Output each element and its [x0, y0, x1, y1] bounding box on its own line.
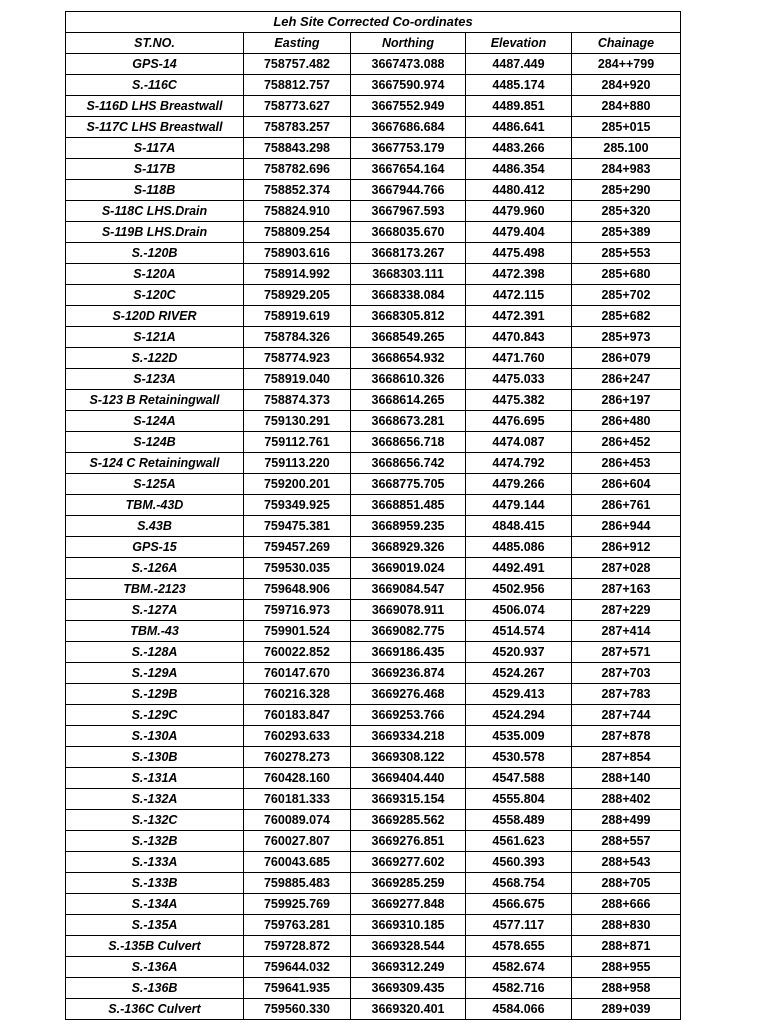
title-row	[66, 12, 681, 33]
chainage-cell: 288+955	[572, 957, 681, 978]
northing-cell: 3669276.468	[351, 684, 466, 705]
elevation-cell: 4479.960	[466, 201, 572, 222]
easting-cell: 759530.035	[244, 558, 351, 579]
easting-cell: 760278.273	[244, 747, 351, 768]
table-row	[66, 96, 681, 117]
elevation-cell: 4584.066	[466, 999, 572, 1020]
table-row	[66, 306, 681, 327]
elevation-cell: 4492.491	[466, 558, 572, 579]
northing-cell: 3669277.602	[351, 852, 466, 873]
northing-cell: 3668305.812	[351, 306, 466, 327]
table-row	[66, 936, 681, 957]
northing-cell: 3669236.874	[351, 663, 466, 684]
station-cell: S.-136C Culvert	[66, 999, 244, 1020]
table-body	[66, 54, 681, 1020]
elevation-cell: 4486.354	[466, 159, 572, 180]
northing-cell: 3669078.911	[351, 600, 466, 621]
station-cell: S-120A	[66, 264, 244, 285]
chainage-cell: 286+912	[572, 537, 681, 558]
station-cell: S.-129B	[66, 684, 244, 705]
table-row	[66, 327, 681, 348]
easting-cell: 759641.935	[244, 978, 351, 999]
station-cell: S-116D LHS Breastwall	[66, 96, 244, 117]
table-row	[66, 768, 681, 789]
elevation-cell: 4520.937	[466, 642, 572, 663]
easting-cell: 760181.333	[244, 789, 351, 810]
station-cell: S-120D RIVER	[66, 306, 244, 327]
chainage-cell: 287+703	[572, 663, 681, 684]
table-row	[66, 495, 681, 516]
station-cell: GPS-14	[66, 54, 244, 75]
chainage-cell: 285.100	[572, 138, 681, 159]
elevation-cell: 4472.391	[466, 306, 572, 327]
table-row	[66, 831, 681, 852]
easting-cell: 760043.685	[244, 852, 351, 873]
northing-cell: 3669019.024	[351, 558, 466, 579]
northing-cell: 3668338.084	[351, 285, 466, 306]
elevation-cell: 4485.086	[466, 537, 572, 558]
elevation-cell: 4547.588	[466, 768, 572, 789]
elevation-cell: 4472.398	[466, 264, 572, 285]
table-row	[66, 621, 681, 642]
northing-cell: 3669186.435	[351, 642, 466, 663]
table-row	[66, 684, 681, 705]
northing-cell: 3669315.154	[351, 789, 466, 810]
station-cell: S-123A	[66, 369, 244, 390]
chainage-cell: 284+880	[572, 96, 681, 117]
chainage-cell: 287+783	[572, 684, 681, 705]
table-row	[66, 852, 681, 873]
station-cell: S.-120B	[66, 243, 244, 264]
northing-cell: 3669308.122	[351, 747, 466, 768]
station-cell: S.43B	[66, 516, 244, 537]
table-row	[66, 117, 681, 138]
chainage-cell: 285+389	[572, 222, 681, 243]
northing-cell: 3668035.670	[351, 222, 466, 243]
easting-cell: 760183.847	[244, 705, 351, 726]
table-row	[66, 432, 681, 453]
easting-cell: 760216.328	[244, 684, 351, 705]
table-row	[66, 75, 681, 96]
table-row	[66, 537, 681, 558]
easting-cell: 759644.032	[244, 957, 351, 978]
table-row	[66, 516, 681, 537]
chainage-cell: 285+320	[572, 201, 681, 222]
chainage-cell: 288+543	[572, 852, 681, 873]
table-row	[66, 411, 681, 432]
elevation-cell: 4471.760	[466, 348, 572, 369]
table-row	[66, 222, 681, 243]
northing-cell: 3669276.851	[351, 831, 466, 852]
table-row	[66, 369, 681, 390]
northing-cell: 3668929.326	[351, 537, 466, 558]
easting-cell: 758919.619	[244, 306, 351, 327]
elevation-cell: 4560.393	[466, 852, 572, 873]
easting-cell: 759728.872	[244, 936, 351, 957]
chainage-cell: 284++799	[572, 54, 681, 75]
northing-cell: 3669404.440	[351, 768, 466, 789]
column-header-northing: Northing	[351, 33, 466, 54]
easting-cell: 759901.524	[244, 621, 351, 642]
station-cell: S.-132A	[66, 789, 244, 810]
station-cell: S.-116C	[66, 75, 244, 96]
column-header-easting: Easting	[244, 33, 351, 54]
elevation-cell: 4514.574	[466, 621, 572, 642]
station-cell: S-124A	[66, 411, 244, 432]
coordinates-table	[65, 11, 681, 1020]
table-row	[66, 894, 681, 915]
elevation-cell: 4577.117	[466, 915, 572, 936]
table-row	[66, 558, 681, 579]
station-cell: S.-136B	[66, 978, 244, 999]
table-row	[66, 264, 681, 285]
easting-cell: 760022.852	[244, 642, 351, 663]
elevation-cell: 4479.404	[466, 222, 572, 243]
elevation-cell: 4506.074	[466, 600, 572, 621]
table-row	[66, 642, 681, 663]
header-row	[66, 33, 681, 54]
elevation-cell: 4578.655	[466, 936, 572, 957]
table-title: Leh Site Corrected Co-ordinates	[66, 12, 681, 33]
station-cell: S.-126A	[66, 558, 244, 579]
chainage-cell: 288+830	[572, 915, 681, 936]
elevation-cell: 4529.413	[466, 684, 572, 705]
table-row	[66, 978, 681, 999]
station-cell: TBM.-43D	[66, 495, 244, 516]
easting-cell: 758874.373	[244, 390, 351, 411]
station-cell: GPS-15	[66, 537, 244, 558]
elevation-cell: 4474.792	[466, 453, 572, 474]
easting-cell: 759457.269	[244, 537, 351, 558]
elevation-cell: 4472.115	[466, 285, 572, 306]
station-cell: S.-133A	[66, 852, 244, 873]
table-row	[66, 789, 681, 810]
chainage-cell: 285+702	[572, 285, 681, 306]
station-cell: S.-122D	[66, 348, 244, 369]
easting-cell: 759885.483	[244, 873, 351, 894]
chainage-cell: 287+163	[572, 579, 681, 600]
easting-cell: 760027.807	[244, 831, 351, 852]
northing-cell: 3669328.544	[351, 936, 466, 957]
station-cell: S-117A	[66, 138, 244, 159]
elevation-cell: 4487.449	[466, 54, 572, 75]
chainage-cell: 286+197	[572, 390, 681, 411]
chainage-cell: 285+680	[572, 264, 681, 285]
northing-cell: 3669310.185	[351, 915, 466, 936]
chainage-cell: 286+944	[572, 516, 681, 537]
elevation-cell: 4555.804	[466, 789, 572, 810]
elevation-cell: 4474.087	[466, 432, 572, 453]
station-cell: S.-128A	[66, 642, 244, 663]
table-row	[66, 600, 681, 621]
elevation-cell: 4582.716	[466, 978, 572, 999]
northing-cell: 3668851.485	[351, 495, 466, 516]
northing-cell: 3668614.265	[351, 390, 466, 411]
elevation-cell: 4524.267	[466, 663, 572, 684]
elevation-cell: 4479.144	[466, 495, 572, 516]
elevation-cell: 4475.033	[466, 369, 572, 390]
table-row	[66, 138, 681, 159]
easting-cell: 759763.281	[244, 915, 351, 936]
chainage-cell: 289+039	[572, 999, 681, 1020]
station-cell: S-120C	[66, 285, 244, 306]
column-header-st-no: ST.NO.	[66, 33, 244, 54]
column-header-chainage: Chainage	[572, 33, 681, 54]
easting-cell: 758929.205	[244, 285, 351, 306]
station-cell: S.-129A	[66, 663, 244, 684]
northing-cell: 3669253.766	[351, 705, 466, 726]
northing-cell: 3667753.179	[351, 138, 466, 159]
chainage-cell: 285+290	[572, 180, 681, 201]
chainage-cell: 285+553	[572, 243, 681, 264]
easting-cell: 760089.074	[244, 810, 351, 831]
table-row	[66, 873, 681, 894]
easting-cell: 760428.160	[244, 768, 351, 789]
easting-cell: 758824.910	[244, 201, 351, 222]
station-cell: S-117C LHS Breastwall	[66, 117, 244, 138]
table-row	[66, 390, 681, 411]
northing-cell: 3669084.547	[351, 579, 466, 600]
northing-cell: 3669312.249	[351, 957, 466, 978]
easting-cell: 758919.040	[244, 369, 351, 390]
elevation-cell: 4470.843	[466, 327, 572, 348]
easting-cell: 758914.992	[244, 264, 351, 285]
station-cell: S.-132C	[66, 810, 244, 831]
easting-cell: 759113.220	[244, 453, 351, 474]
chainage-cell: 288+705	[572, 873, 681, 894]
station-cell: S.-134A	[66, 894, 244, 915]
table-row	[66, 810, 681, 831]
easting-cell: 759925.769	[244, 894, 351, 915]
northing-cell: 3668673.281	[351, 411, 466, 432]
northing-cell: 3668549.265	[351, 327, 466, 348]
chainage-cell: 288+140	[572, 768, 681, 789]
table-row	[66, 579, 681, 600]
elevation-cell: 4558.489	[466, 810, 572, 831]
station-cell: S-117B	[66, 159, 244, 180]
northing-cell: 3667552.949	[351, 96, 466, 117]
elevation-cell: 4561.623	[466, 831, 572, 852]
station-cell: S.-132B	[66, 831, 244, 852]
easting-cell: 760147.670	[244, 663, 351, 684]
station-cell: S.-130A	[66, 726, 244, 747]
chainage-cell: 288+402	[572, 789, 681, 810]
easting-cell: 758784.326	[244, 327, 351, 348]
station-cell: S.-130B	[66, 747, 244, 768]
easting-cell: 759130.291	[244, 411, 351, 432]
elevation-cell: 4475.498	[466, 243, 572, 264]
chainage-cell: 288+958	[572, 978, 681, 999]
northing-cell: 3667967.593	[351, 201, 466, 222]
northing-cell: 3668173.267	[351, 243, 466, 264]
northing-cell: 3669285.259	[351, 873, 466, 894]
northing-cell: 3669277.848	[351, 894, 466, 915]
station-cell: S-118B	[66, 180, 244, 201]
northing-cell: 3668303.111	[351, 264, 466, 285]
elevation-cell: 4486.641	[466, 117, 572, 138]
northing-cell: 3668656.718	[351, 432, 466, 453]
easting-cell: 758903.616	[244, 243, 351, 264]
chainage-cell: 287+028	[572, 558, 681, 579]
elevation-cell: 4535.009	[466, 726, 572, 747]
elevation-cell: 4489.851	[466, 96, 572, 117]
elevation-cell: 4566.675	[466, 894, 572, 915]
chainage-cell: 287+229	[572, 600, 681, 621]
chainage-cell: 285+973	[572, 327, 681, 348]
station-cell: S.-135B Culvert	[66, 936, 244, 957]
easting-cell: 758774.923	[244, 348, 351, 369]
easting-cell: 758852.374	[244, 180, 351, 201]
table-row	[66, 285, 681, 306]
station-cell: S.-131A	[66, 768, 244, 789]
northing-cell: 3667590.974	[351, 75, 466, 96]
northing-cell: 3669309.435	[351, 978, 466, 999]
elevation-cell: 4530.578	[466, 747, 572, 768]
table-row	[66, 474, 681, 495]
table-row	[66, 54, 681, 75]
station-cell: S-121A	[66, 327, 244, 348]
northing-cell: 3668610.326	[351, 369, 466, 390]
chainage-cell: 286+079	[572, 348, 681, 369]
elevation-cell: 4568.754	[466, 873, 572, 894]
easting-cell: 759648.906	[244, 579, 351, 600]
table-row	[66, 201, 681, 222]
chainage-cell: 285+015	[572, 117, 681, 138]
station-cell: S.-133B	[66, 873, 244, 894]
chainage-cell: 287+878	[572, 726, 681, 747]
northing-cell: 3667473.088	[351, 54, 466, 75]
table-row	[66, 726, 681, 747]
station-cell: S-124 C Retainingwall	[66, 453, 244, 474]
station-cell: S.-136A	[66, 957, 244, 978]
chainage-cell: 286+452	[572, 432, 681, 453]
station-cell: S-119B LHS.Drain	[66, 222, 244, 243]
station-cell: S-124B	[66, 432, 244, 453]
elevation-cell: 4483.266	[466, 138, 572, 159]
northing-cell: 3669285.562	[351, 810, 466, 831]
elevation-cell: 4475.382	[466, 390, 572, 411]
station-cell: S-125A	[66, 474, 244, 495]
easting-cell: 759200.201	[244, 474, 351, 495]
chainage-cell: 288+557	[572, 831, 681, 852]
table-row	[66, 915, 681, 936]
northing-cell: 3669320.401	[351, 999, 466, 1020]
northing-cell: 3668775.705	[351, 474, 466, 495]
table-row	[66, 747, 681, 768]
table-row	[66, 957, 681, 978]
easting-cell: 758782.696	[244, 159, 351, 180]
chainage-cell: 287+571	[572, 642, 681, 663]
easting-cell: 759716.973	[244, 600, 351, 621]
northing-cell: 3669082.775	[351, 621, 466, 642]
easting-cell: 759475.381	[244, 516, 351, 537]
elevation-cell: 4848.415	[466, 516, 572, 537]
easting-cell: 759112.761	[244, 432, 351, 453]
easting-cell: 758783.257	[244, 117, 351, 138]
table-row	[66, 453, 681, 474]
chainage-cell: 284+920	[572, 75, 681, 96]
chainage-cell: 286+453	[572, 453, 681, 474]
chainage-cell: 286+247	[572, 369, 681, 390]
easting-cell: 759560.330	[244, 999, 351, 1020]
chainage-cell: 285+682	[572, 306, 681, 327]
elevation-cell: 4485.174	[466, 75, 572, 96]
northing-cell: 3668654.932	[351, 348, 466, 369]
station-cell: TBM.-2123	[66, 579, 244, 600]
table-row	[66, 243, 681, 264]
northing-cell: 3667686.684	[351, 117, 466, 138]
elevation-cell: 4480.412	[466, 180, 572, 201]
table-row	[66, 159, 681, 180]
easting-cell: 758773.627	[244, 96, 351, 117]
table-row	[66, 348, 681, 369]
elevation-cell: 4582.674	[466, 957, 572, 978]
column-header-elevation: Elevation	[466, 33, 572, 54]
easting-cell: 758809.254	[244, 222, 351, 243]
elevation-cell: 4524.294	[466, 705, 572, 726]
chainage-cell: 284+983	[572, 159, 681, 180]
easting-cell: 760293.633	[244, 726, 351, 747]
station-cell: S.-129C	[66, 705, 244, 726]
chainage-cell: 286+604	[572, 474, 681, 495]
chainage-cell: 287+744	[572, 705, 681, 726]
easting-cell: 758757.482	[244, 54, 351, 75]
station-cell: S.-127A	[66, 600, 244, 621]
easting-cell: 758812.757	[244, 75, 351, 96]
chainage-cell: 287+854	[572, 747, 681, 768]
chainage-cell: 287+414	[572, 621, 681, 642]
station-cell: S.-135A	[66, 915, 244, 936]
table-row	[66, 705, 681, 726]
chainage-cell: 288+499	[572, 810, 681, 831]
elevation-cell: 4476.695	[466, 411, 572, 432]
elevation-cell: 4502.956	[466, 579, 572, 600]
easting-cell: 758843.298	[244, 138, 351, 159]
coordinates-sheet	[65, 11, 681, 1020]
station-cell: TBM.-43	[66, 621, 244, 642]
northing-cell: 3668959.235	[351, 516, 466, 537]
chainage-cell: 288+871	[572, 936, 681, 957]
table-row	[66, 999, 681, 1020]
elevation-cell: 4479.266	[466, 474, 572, 495]
table-row	[66, 663, 681, 684]
chainage-cell: 286+480	[572, 411, 681, 432]
northing-cell: 3668656.742	[351, 453, 466, 474]
northing-cell: 3669334.218	[351, 726, 466, 747]
northing-cell: 3667654.164	[351, 159, 466, 180]
chainage-cell: 288+666	[572, 894, 681, 915]
chainage-cell: 286+761	[572, 495, 681, 516]
station-cell: S-123 B Retainingwall	[66, 390, 244, 411]
easting-cell: 759349.925	[244, 495, 351, 516]
northing-cell: 3667944.766	[351, 180, 466, 201]
table-row	[66, 180, 681, 201]
station-cell: S-118C LHS.Drain	[66, 201, 244, 222]
